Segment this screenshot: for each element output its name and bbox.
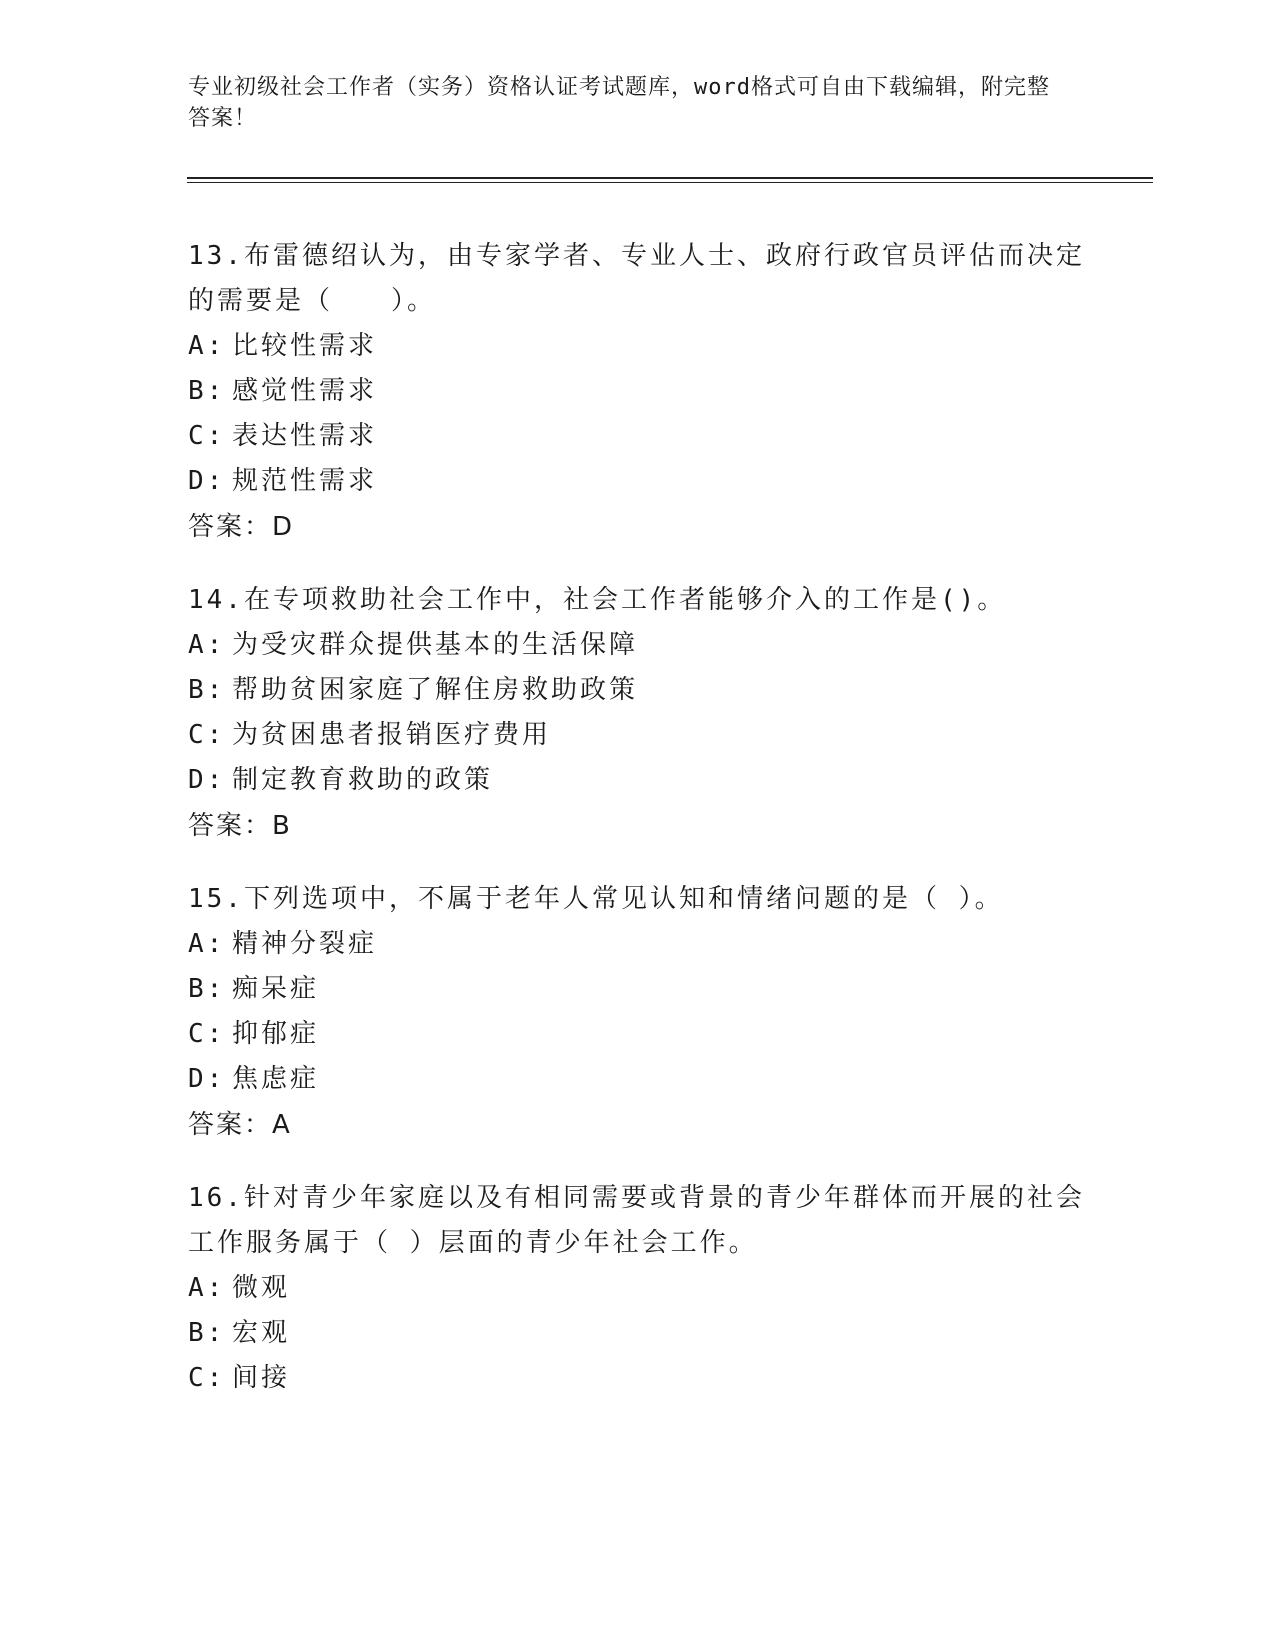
option-letter: B: [188,1318,226,1348]
option-text: 制定教育救助的政策 [232,765,494,795]
option-text: 为贫困患者报销医疗费用 [232,720,552,750]
option-letter: D: [188,765,226,795]
option-text: 宏观 [232,1318,291,1348]
question-14 [188,578,1088,850]
option-a [188,623,1088,668]
option-d [188,758,1088,803]
question-13 [188,234,1088,551]
option-d [188,459,1088,504]
option-a [188,922,1088,967]
question-16 [188,1176,1088,1401]
question-stem: 16.针对青少年家庭以及有相同需要或背景的青少年群体而开展的社会工作服务属于（ ）层面的青少年社会工作。 [188,1183,1085,1258]
option-text: 表达性需求 [232,421,378,451]
option-letter: B: [188,675,226,705]
option-c [188,1356,1088,1401]
option-text: 精神分裂症 [232,929,378,959]
option-a [188,324,1088,369]
option-text: 痴呆症 [232,974,320,1004]
option-b [188,1311,1088,1356]
answer-line: 答案：A [188,1110,292,1140]
option-c [188,414,1088,459]
option-text: 感觉性需求 [232,376,378,406]
question-15 [188,877,1088,1149]
option-d [188,1057,1088,1102]
option-text: 比较性需求 [232,331,378,361]
option-letter: A: [188,1273,226,1303]
option-letter: C: [188,1363,226,1393]
option-letter: C: [188,720,226,750]
question-list [188,234,1088,1428]
option-text: 间接 [232,1363,291,1393]
question-stem: 13.布雷德绍认为，由专家学者、专业人士、政府行政官员评估而决定的需要是（ ）。 [188,241,1085,316]
option-text: 微观 [232,1273,291,1303]
option-letter: A: [188,929,226,959]
option-text: 规范性需求 [232,466,378,496]
option-letter: B: [188,376,226,406]
option-letter: D: [188,1064,226,1094]
option-a [188,1266,1088,1311]
option-letter: C: [188,421,226,451]
option-text: 帮助贫困家庭了解住房救助政策 [232,675,639,705]
option-letter: C: [188,1019,226,1049]
question-stem: 14.在专项救助社会工作中，社会工作者能够介入的工作是()。 [188,585,1007,615]
option-letter: A: [188,331,226,361]
header-divider-thin [187,182,1153,183]
option-c [188,713,1088,758]
option-text: 抑郁症 [232,1019,320,1049]
option-b [188,967,1088,1012]
header-divider-thick [187,177,1153,179]
question-stem: 15.下列选项中，不属于老年人常见认知和情绪问题的是（ ）。 [188,884,1004,914]
answer-line: 答案：D [188,512,295,542]
option-b [188,369,1088,414]
option-text: 为受灾群众提供基本的生活保障 [232,630,639,660]
answer-line: 答案：B [188,811,292,841]
page-header: 专业初级社会工作者（实务）资格认证考试题库，word格式可自由下载编辑，附完整答案！ [188,75,1050,131]
option-c [188,1012,1088,1057]
option-letter: A: [188,630,226,660]
option-letter: B: [188,974,226,1004]
option-letter: D: [188,466,226,496]
option-text: 焦虑症 [232,1064,320,1094]
option-b [188,668,1088,713]
